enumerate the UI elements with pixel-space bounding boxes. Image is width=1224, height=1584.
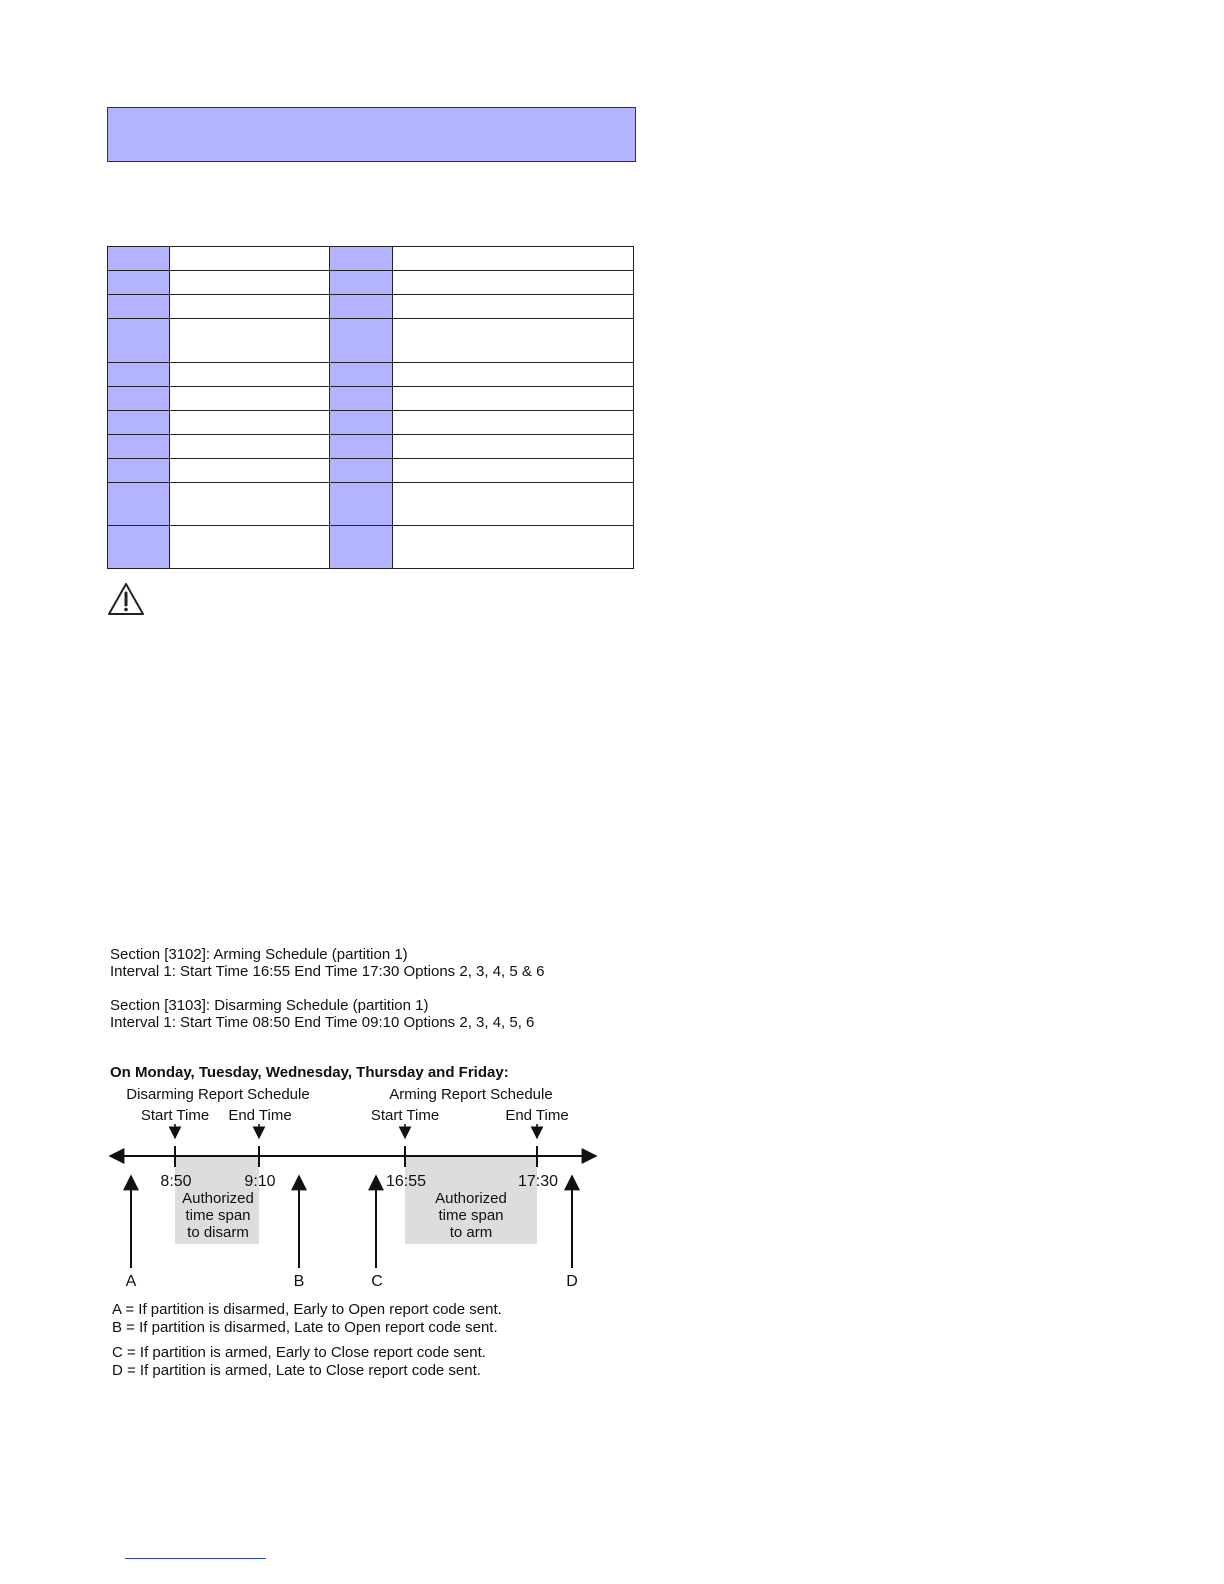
arm-window-line-3: to arm	[449, 1224, 493, 1241]
legend-line-d: D = If partition is armed, Late to Close report code sent.	[112, 1362, 481, 1379]
arming-schedule-interval: Interval 1: Start Time 16:55 End Time 17:30 Options 2, 3, 4, 5 & 6	[110, 963, 545, 980]
disarm-end-time-label: End Time	[228, 1107, 292, 1124]
disarm-window-line-1: Authorized	[182, 1190, 254, 1207]
marker-label-b: B	[293, 1273, 305, 1290]
marker-label-d: D	[566, 1273, 578, 1290]
disarming-schedule-interval: Interval 1: Start Time 08:50 End Time 09:10 Options 2, 3, 4, 5, 6	[110, 1014, 535, 1031]
disarm-window-line-2: time span	[185, 1207, 251, 1224]
legend-line-c: C = If partition is armed, Early to Close report code sent.	[112, 1344, 486, 1361]
disarm-window-line-3: to disarm	[187, 1224, 249, 1241]
disarming-schedule-heading: Section [3103]: Disarming Schedule (partition 1)	[110, 997, 429, 1014]
arming-schedule-heading: Section [3102]: Arming Schedule (partition 1)	[110, 946, 408, 963]
time-disarm-end: 9:10	[244, 1173, 276, 1190]
arm-start-time-label: Start Time	[370, 1107, 440, 1124]
marker-label-c: C	[371, 1273, 383, 1290]
disarming-schedule-label: Disarming Report Schedule	[126, 1086, 310, 1103]
legend-line-b: B = If partition is disarmed, Late to Open report code sent.	[112, 1319, 498, 1336]
time-arm-end: 17:30	[517, 1173, 559, 1190]
arm-end-time-label: End Time	[505, 1107, 569, 1124]
marker-label-a: A	[125, 1273, 137, 1290]
legend-line-a: A = If partition is disarmed, Early to Open report code sent.	[112, 1301, 502, 1318]
figure-days-heading: On Monday, Tuesday, Wednesday, Thursday and Friday:	[110, 1064, 509, 1081]
arm-window-line-1: Authorized	[435, 1190, 507, 1207]
time-arm-start: 16:55	[385, 1173, 427, 1190]
arming-schedule-label: Arming Report Schedule	[389, 1086, 553, 1103]
time-disarm-start: 8:50	[160, 1173, 192, 1190]
disarm-start-time-label: Start Time	[140, 1107, 210, 1124]
footer-link-line	[125, 1558, 266, 1559]
arm-window-line-2: time span	[438, 1207, 504, 1224]
